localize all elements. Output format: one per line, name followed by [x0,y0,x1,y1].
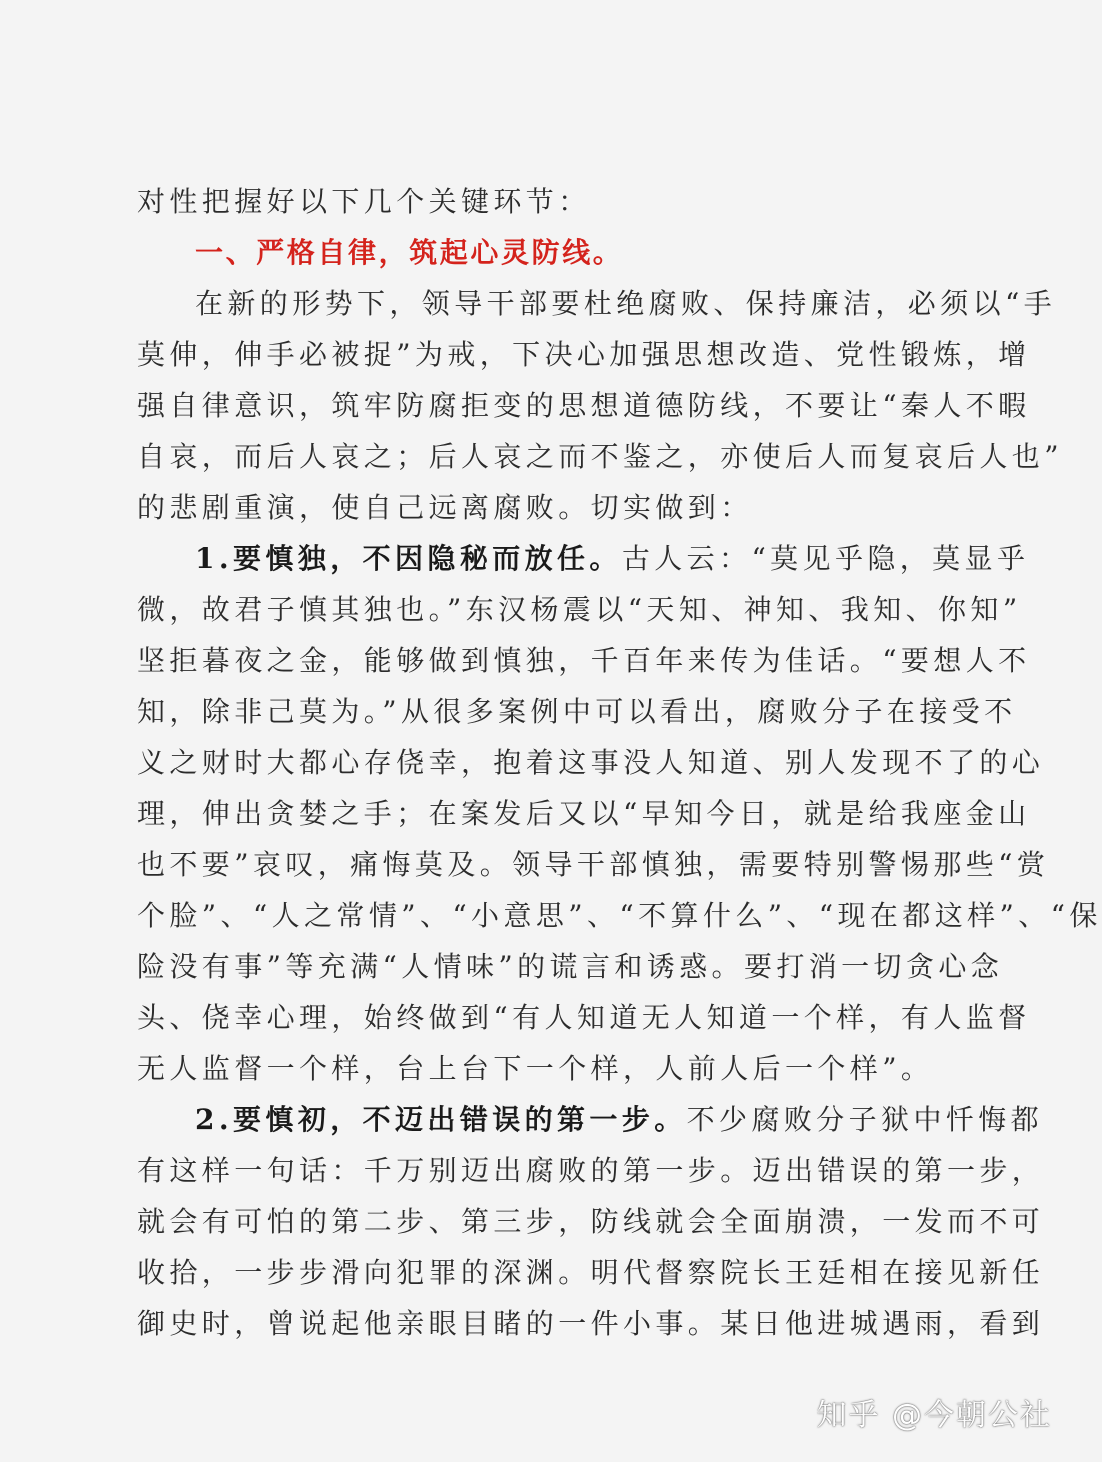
point2-first-line-text: 不少腐败分子狱中忏悔都 [686,1103,1044,1136]
point1-line: 知，除非己莫为。”从很多案例中可以看出，腐败分子在接受不 [137,695,1017,728]
point1-line: 义之财时大都心存侥幸，抱着这事没人知道、别人发现不了的心 [137,746,1045,779]
paragraph-line: 自哀，而后人哀之；后人哀之而不鉴之，亦使后人而复哀后人也” [137,440,1063,473]
paragraph-line: 莫伸，伸手必被捉”为戒，下决心加强思想改造、党性锻炼，增 [137,338,1031,371]
watermark: 知乎 @今朝公社 [816,1398,1052,1433]
paragraph-line: 强自律意识，筑牢防腐拒变的思想道德防线，不要让“秦人不暇 [137,389,1031,422]
intro-line: 对性把握好以下几个关键环节： [137,185,591,218]
point1-line: 无人监督一个样，台上台下一个样，人前人后一个样”。 [137,1052,934,1085]
point1-first-line-text: 古人云：“莫见乎隐，莫显乎 [621,542,1030,575]
point2-line: 御史时，曾说起他亲眼目睹的一件小事。某日他进城遇雨，看到 [137,1307,1045,1340]
point2-first-line [137,1094,1044,1145]
paragraph-line: 的悲剧重演，使自己远离腐败。切实做到： [137,491,753,524]
point1-line: 也不要”哀叹，痛悔莫及。领导干部慎独，需要特别警惕那些“赏 [137,848,1050,881]
document-body [137,176,1102,1349]
point1-title: 1.要慎独，不因隐秘而放任。 [195,542,622,575]
point1-line: 坚拒暮夜之金，能够做到慎独，千百年来传为佳话。“要想人不 [137,644,1031,677]
point1-first-line [137,533,1030,584]
paragraph-line: 在新的形势下，领导干部要杜绝腐败、保持廉洁，必须以“手 [195,287,1057,320]
point2-title: 2.要慎初，不迈出错误的第一步。 [195,1103,687,1136]
point1-line: 险没有事”等充满“人情味”的谎言和诱惑。要打消一切贪心念 [137,950,1004,983]
point1-line: 个脸”、“人之常情”、“小意思”、“不算什么”、“现在都这样”、“保 [137,899,1102,932]
point2-line: 有这样一句话：千万别迈出腐败的第一步。迈出错误的第一步， [137,1154,1045,1187]
point1-line: 理，伸出贪婪之手；在案发后又以“早知今日，就是给我座金山 [137,797,1031,830]
section-heading: 一、严格自律，筑起心灵防线。 [195,236,624,269]
point1-line: 头、侥幸心理，始终做到“有人知道无人知道一个样，有人监督 [137,1001,1031,1034]
point2-line: 收拾，一步步滑向犯罪的深渊。明代督察院长王廷相在接见新任 [137,1256,1045,1289]
point2-line: 就会有可怕的第二步、第三步，防线就会全面崩溃，一发而不可 [137,1205,1045,1238]
point1-line: 微，故君子慎其独也。”东汉杨震以“天知、神知、我知、你知” [137,593,1022,626]
